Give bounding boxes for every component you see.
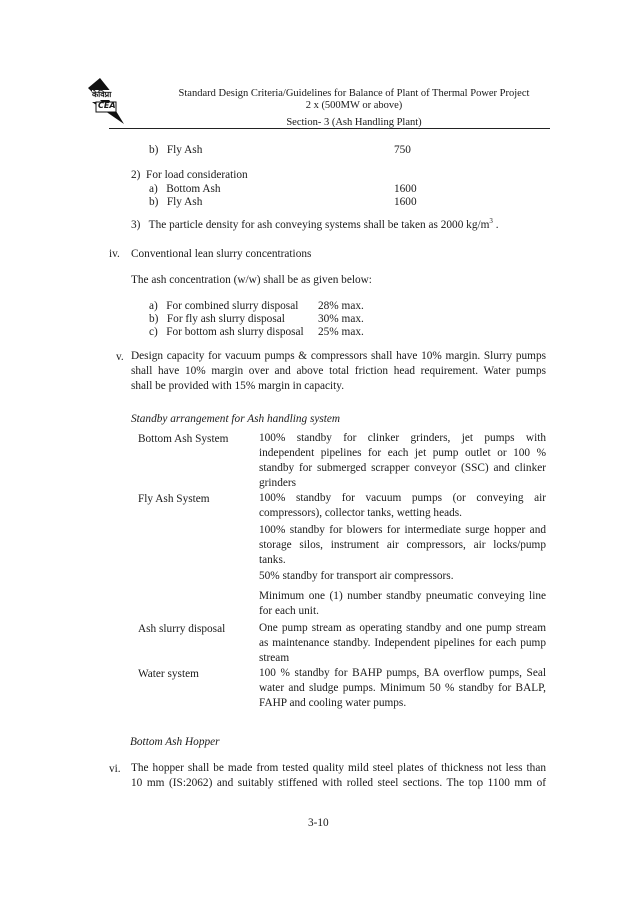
particle-density-text (131, 218, 499, 232)
v-line-2: shall have 10% margin over and above total friction head requirement. Water pumps (131, 365, 546, 377)
vi-line-1: The hopper shall be made from tested quality mild steel plates of thickness not less than (131, 762, 546, 774)
standby-desc-6 (259, 666, 546, 711)
v-line-1: Design capacity for vacuum pumps & compressors shall have 10% margin. Slurry pumps (131, 350, 546, 362)
iv-number: iv. (109, 248, 120, 260)
standby-desc-2-line: tanks. (259, 554, 286, 566)
v-number: v. (116, 351, 124, 363)
standby-desc-0-line: 100% standby for clinker grinders, jet pumps with (259, 432, 546, 444)
page-number: 3-10 (308, 817, 329, 829)
fly-ash-label: b) Fly Ash (149, 144, 203, 156)
standby-desc-5-line: stream (259, 652, 290, 664)
standby-desc-5 (259, 621, 546, 666)
standby-desc-6-line: FAHP and cooling water pumps. (259, 697, 407, 709)
iv-item-c-label: c) For bottom ash slurry disposal (149, 326, 304, 338)
load-fly-ash-label: b) Fly Ash (149, 196, 203, 208)
standby-desc-6-line: 100 % standby for BAHP pumps, BA overflow pumps, Seal (259, 667, 546, 679)
standby-desc-2 (259, 523, 546, 568)
header-title: Standard Design Criteria/Guidelines for Balance of Plant of Thermal Power Project (178, 88, 530, 99)
iv-item-a-label: a) For combined slurry disposal (149, 300, 299, 312)
iv-intro: The ash concentration (w/w) shall be as given below: (131, 274, 372, 286)
standby-desc-0-line: independent pipelines for each jet pump outlet or 100 % (259, 447, 546, 459)
logo-text-top: केविप्रा (92, 90, 112, 99)
v-paragraph (131, 349, 546, 394)
standby-system-1: Fly Ash System (138, 493, 210, 505)
bottom-ash-hopper-heading: Bottom Ash Hopper (130, 736, 220, 748)
standby-desc-1-line: compressors), collector tanks, wetting heads. (259, 507, 462, 519)
standby-desc-0-line: standby for submerged scrapper conveyor (SSC) and clinker (259, 462, 546, 474)
iv-item-b-label: b) For fly ash slurry disposal (149, 313, 285, 325)
particle-end: . (492, 219, 499, 231)
standby-desc-4-line: Minimum one (1) number standby pneumatic conveying line (259, 590, 546, 602)
load-fly-ash-value: 1600 (394, 196, 417, 208)
standby-desc-0 (259, 431, 546, 491)
header-rule (109, 128, 550, 129)
standby-desc-6-line: water and sludge pumps. Minimum 50 % standby for BALP, (259, 682, 546, 694)
load-bottom-ash-value: 1600 (394, 183, 417, 195)
standby-desc-3-line: 50% standby for transport air compressors. (259, 570, 454, 582)
vi-paragraph (131, 761, 546, 791)
standby-desc-5-line: as maintenance standby. Independent pipelines for each pump (259, 637, 546, 649)
standby-desc-3 (259, 569, 546, 584)
load-title: 2) For load consideration (131, 169, 248, 181)
header-section: Section- 3 (Ash Handling Plant) (286, 117, 422, 128)
v-line-3: shall be provided with 15% margin in capacity. (131, 380, 345, 392)
iv-item-c-value: 25% max. (318, 326, 364, 338)
standby-system-6: Water system (138, 668, 199, 680)
standby-desc-5-line: One pump stream as operating standby and one pump stream (259, 622, 546, 634)
standby-desc-2-line: 100% standby for blowers for intermediate surge hopper and (259, 524, 546, 536)
standby-system-0: Bottom Ash System (138, 433, 229, 445)
standby-desc-1 (259, 491, 546, 521)
particle-sup: 3 (489, 217, 493, 226)
vi-number: vi. (109, 763, 121, 775)
load-bottom-ash-label: a) Bottom Ash (149, 183, 221, 195)
iv-title: Conventional lean slurry concentrations (131, 248, 312, 260)
standby-heading: Standby arrangement for Ash handling system (131, 413, 341, 425)
vi-line-2: 10 mm (IS:2062) and suitably stiffened with rolled steel sections. The top 1100 mm of (131, 777, 546, 789)
standby-system-5: Ash slurry disposal (138, 623, 226, 635)
iv-item-a-value: 28% max. (318, 300, 364, 312)
standby-desc-0-line: grinders (259, 477, 297, 489)
logo-text-bottom: CEA (98, 101, 116, 110)
header-subtitle: 2 x (500MW or above) (305, 100, 403, 111)
standby-desc-1-line: 100% standby for vacuum pumps (or conveying air (259, 492, 546, 504)
fly-ash-value: 750 (394, 144, 411, 156)
standby-desc-4 (259, 589, 546, 619)
standby-desc-4-line: for each unit. (259, 605, 319, 617)
iv-item-b-value: 30% max. (318, 313, 364, 325)
standby-desc-2-line: storage silos, instrument air compressors, air locks/pump (259, 539, 546, 551)
particle-text: 3) The particle density for ash conveying systems shall be taken as 2000 kg/m (131, 219, 490, 231)
